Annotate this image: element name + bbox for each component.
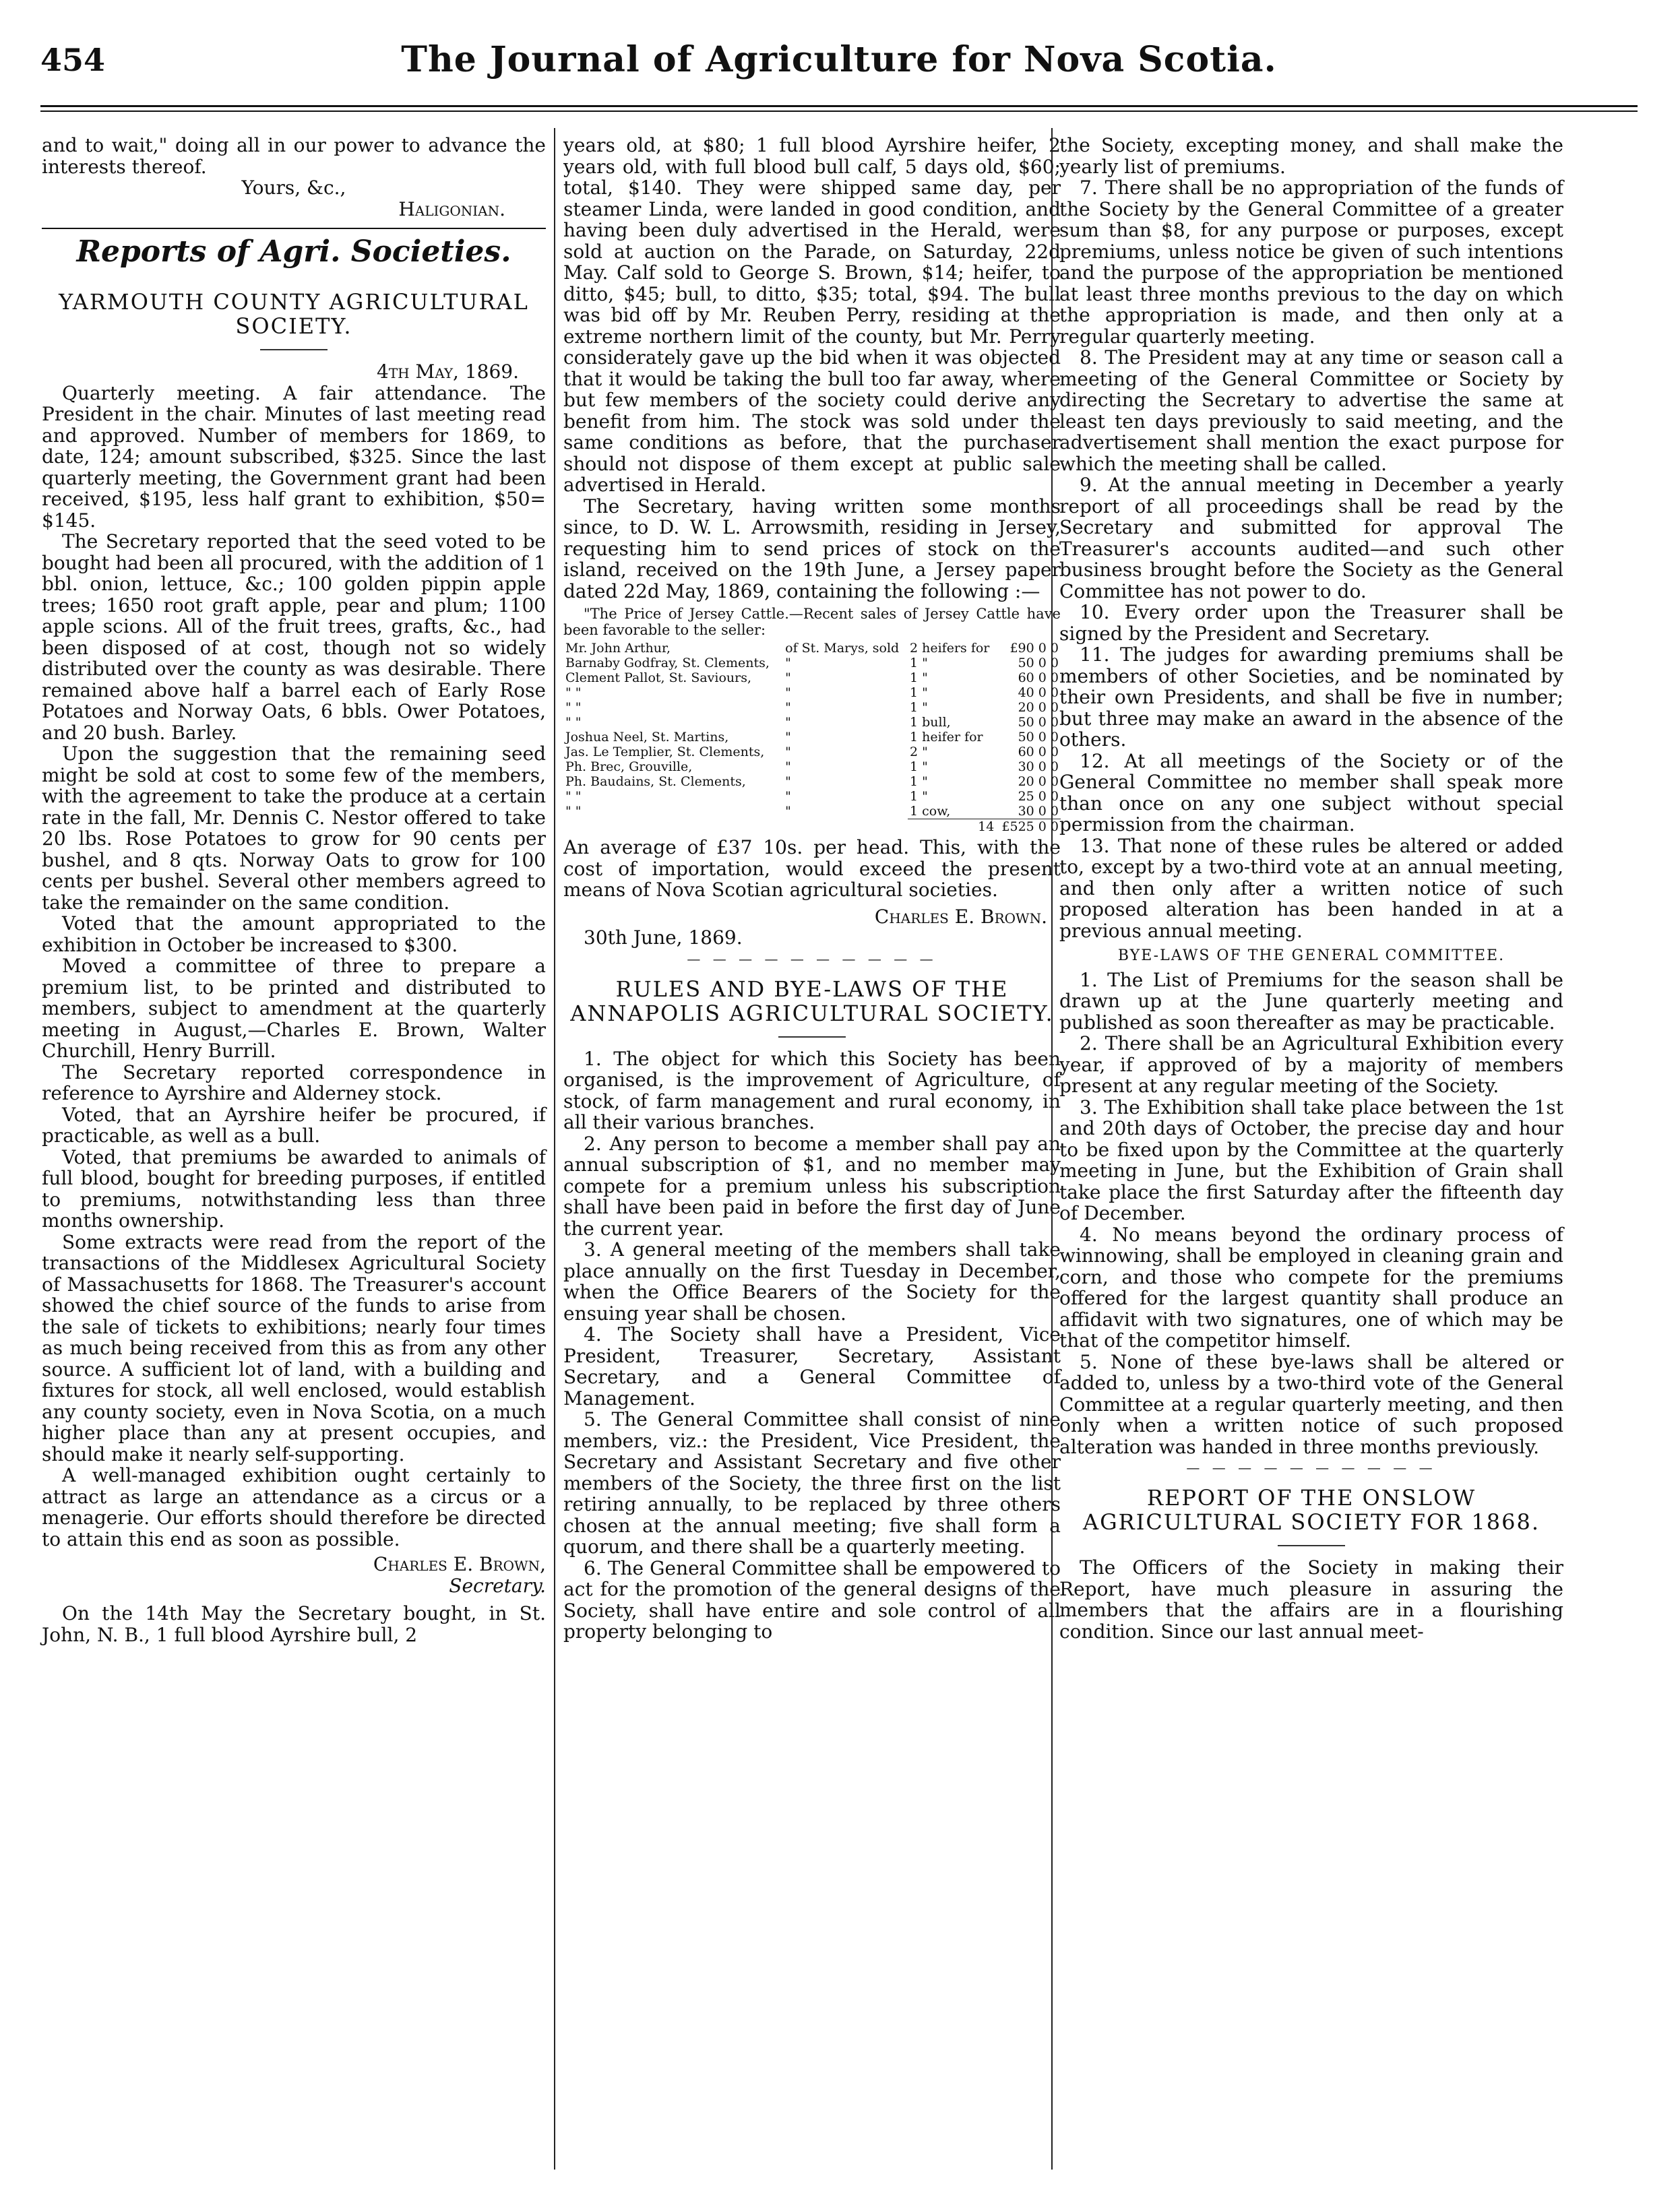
rule-item: 6. The General Committee shall be empowered to act for the promotion of the general designs of the Society, shall have entire and sole control of all property belonging to — [563, 1556, 1061, 1643]
rule-item: 5. The General Committee shall consist of nine members, viz.: the President, Vice President, the Secretary and Assistant Secretary and five other members of the Society, the three first on the list retiring annually, to be replaced by three others chosen at the annual meeting; five shall form a quorum, and there shall be a quarterly meeting. — [563, 1408, 1061, 1558]
sale-lot: 1 " — [910, 656, 928, 670]
seller-name: Joshua Neel, St. Martins, — [565, 730, 729, 745]
section-heading: Reports of Agri. Societies. — [76, 234, 511, 269]
rule-item: 8. The President may at any time or season call a meeting of the General Committee or Society by directing the Secretary to advertise the same at least ten days previously to said meeting, and the advertisement shall mention the exact purpose for which the meeting shall be called. — [1059, 346, 1563, 475]
letter-closing: Yours, &c., — [241, 177, 346, 199]
sale-verb: " — [785, 715, 791, 730]
sale-verb: " — [785, 774, 791, 789]
sale-lot: 1 bull, — [910, 715, 951, 730]
column-2 — [563, 135, 1061, 1643]
quote-intro: "The Price of Jersey Cattle.—Recent sales of Jersey Cattle have been favorable to the seller: — [563, 606, 1061, 638]
rule-item: 9. At the annual meeting in December a yearly report of all proceedings shall be read by the Secretary and submitted for approval The Treasurer's accounts audited—and such other business brought before the Society as the General Committee has not power to do. — [1059, 474, 1563, 602]
seller-name: " " — [565, 715, 582, 730]
quote-row — [563, 670, 1061, 685]
heading-rule — [778, 1036, 846, 1038]
seller-name: Jas. Le Templier, St. Clements, — [565, 745, 765, 759]
sale-lot: 2 heifers for — [910, 641, 990, 656]
quote-row — [563, 641, 1061, 656]
sale-lot: 1 " — [910, 685, 928, 700]
sale-verb: " — [785, 745, 791, 759]
paragraph: Voted, that premiums be awarded to animals of full blood, bought for breeding purposes, if entitled to premiums, notwithstanding less than three months ownership. — [42, 1145, 546, 1232]
quote-row — [563, 774, 1061, 789]
heading-rule — [260, 349, 328, 350]
sale-amount: 60 0 0 — [1018, 745, 1059, 759]
paragraph: Some extracts were read from the report of the transactions of the Middlesex Agricultural Society of Massachusetts for 1868. The Treasurer's account showed the chief source of the funds to arise from the sale of tickets to exhibitions; nearly four times as much being received from this as from any other source. A sufficient lot of land, with a building and fixtures for stock, all well enclosed, would establish any county society, even in Nova Scotia, on a much higher place than any at present occupies, and should make it nearly self-supporting. — [42, 1230, 546, 1465]
seller-name: Mr. John Arthur, — [565, 641, 671, 656]
seller-name: Ph. Baudains, St. Clements, — [565, 774, 746, 789]
sale-amount: 20 0 0 — [1018, 700, 1059, 715]
rule-item: 2. Any person to become a member shall pay an annual subscription of $1, and no member may compete for a premium unless his subscription shall have been paid in before the first day of June the current year. — [563, 1132, 1061, 1240]
page-header — [40, 34, 1638, 94]
seller-name: Ph. Brec, Grouville, — [565, 759, 693, 774]
paragraph: years old, at $80; 1 full blood Ayrshire heifer, 2 years old, with full blood bull calf, 5 days old, $60; total, $140. They were shipped same day, per steamer Linda, were landed in good condition, and having been duly advertised in the Herald, were sold at auction on the Parade, on Saturday, 22d May. Calf sold to George S. Brown, $14; heifer, to ditto, $45; bull, to ditto, $35; total, $94. The bull was bid off by Mr. Reuben Perry, residing at the extreme northern limit of the county, but Mr. Perry considerately gave up the bid when it was objected that it would be taking the bull too far away, where but few members of the society could derive any benefit from him. The stock was sold under the same conditions as before, that the purchaser should not dispose of them except at public sale advertised in Herald. — [563, 134, 1061, 496]
signer-title: Secretary. — [449, 1574, 546, 1597]
column-1 — [42, 135, 546, 1645]
paragraph: Upon the suggestion that the remaining seed might be sold at cost to some few of the members, with the agreement to take the produce at a certain rate in the fall, Mr. Dennis C. Nestor offered to take 20 lbs. Rose Potatoes to grow for 90 cents per bushel, and 8 qts. Norway Oats to grow for 100 cents per bushel. Several other members agreed to take the remainder on the same condition. — [42, 742, 546, 914]
sale-verb: of St. Marys, sold — [785, 641, 900, 656]
quote-row — [563, 685, 1061, 700]
rule-item: 13. That none of these rules be altered or added to, except by a two-third vote at an annual meeting, and then only after a written notice of such proposed alteration has been handed in at a previous annual meeting. — [1059, 834, 1563, 942]
sale-lot: 1 " — [910, 789, 928, 804]
sale-lot: 1 " — [910, 759, 928, 774]
quote-row — [563, 715, 1061, 730]
sale-verb: " — [785, 789, 791, 804]
rule-item: 11. The judges for awarding premiums shall be members of other Societies, and be nominated by their own Presidents, and shall be five in number; but three may make an award in the absence of the others. — [1059, 643, 1563, 751]
sale-amount: 40 0 0 — [1018, 685, 1059, 700]
signer-name: Charles E. Brown, — [373, 1553, 546, 1575]
quote-total-amount: £525 0 0 — [996, 819, 1061, 835]
rules-heading: RULES AND BYE-LAWS OF THE ANNAPOLIS AGRICULTURAL SOCIETY. — [570, 976, 1054, 1026]
paragraph: The Officers of the Society in making their Report, have much pleasure in assuring the members that the affairs are in a flourishing condition. Since our last annual meet- — [1059, 1556, 1563, 1643]
byelaw-item: 3. The Exhibition shall take place between the 1st and 20th days of October, the precise day and hour to be fixed upon by the Committee at the quarterly meeting in June, but the Exhibition of Grain shall take place the first Saturday after the fifteenth day of December. — [1059, 1096, 1563, 1224]
sale-lot: 1 " — [910, 774, 928, 789]
section-divider: — — — — — — — — — — — [1186, 1459, 1437, 1476]
sale-verb: " — [785, 685, 791, 700]
yarmouth-date: 4th May, 1869. — [377, 360, 519, 383]
seller-name: " " — [565, 685, 582, 700]
header-rule-top — [40, 105, 1638, 107]
quote-row — [563, 745, 1061, 759]
seller-name: Clement Pallot, St. Saviours, — [565, 670, 752, 685]
quote-row — [563, 804, 1061, 819]
quote-row — [563, 656, 1061, 670]
heading-rule — [1278, 1545, 1345, 1546]
sale-amount: 50 0 0 — [1018, 715, 1059, 730]
byelaw-item: 5. None of these bye-laws shall be altered or added to, unless by a two-third vote of the General Committee at a regular quarterly meeting, and then only when a written notice of such proposed alteration was handed in three months previously. — [1059, 1350, 1563, 1458]
paragraph: On the 14th May the Secretary bought, in St. John, N. B., 1 full blood Ayrshire bull, 2 — [42, 1602, 546, 1646]
byelaw-item: 4. No means beyond the ordinary process of winnowing, shall be employed in cleaning grain and corn, and those who compete for the premiums offered for the largest quantity shall produce an affidavit with two signatures, one of which may be that of the competitor himself. — [1059, 1223, 1563, 1352]
yarmouth-heading: YARMOUTH COUNTY AGRICULTURAL SOCIETY. — [59, 289, 529, 339]
paragraph: Voted that the amount appropriated to the exhibition in October be increased to $300. — [42, 912, 546, 956]
paragraph: An average of £37 10s. per head. This, with the cost of importation, would exceed the present means of Nova Scotian agricultural societies. — [563, 836, 1061, 901]
page-number: 454 — [40, 42, 106, 78]
quote-row — [563, 759, 1061, 774]
sale-lot: 2 " — [910, 745, 928, 759]
sale-amount: 30 0 0 — [1018, 759, 1059, 774]
section-divider: — — — — — — — — — — — [687, 950, 937, 967]
sale-amount: 30 0 0 — [1018, 804, 1059, 819]
letter-signature: Haligonian. — [398, 197, 505, 220]
byelaws-heading: BYE-LAWS OF THE GENERAL COMMITTEE. — [1117, 947, 1505, 964]
rule-item: 3. A general meeting of the members shall take place annually on the first Tuesday in December, when the Office Bearers of the Society for the ensuing year shall be chosen. — [563, 1238, 1061, 1325]
paragraph: A well-managed exhibition ought certainly to attract as large an attendance as a circus or a menagerie. Our efforts should therefore be directed to attain this end as soon as possible. — [42, 1464, 546, 1550]
byelaw-item: 2. There shall be an Agricultural Exhibition every year, if approved of by a majority of members present at any regular meeting of the Society. — [1059, 1032, 1563, 1097]
paragraph: Moved a committee of three to prepare a premium list, to be printed and distributed to members, subject to amendment at the quarterly meeting in August,—Charles E. Brown, Walter Churchill, Henry Burrill. — [42, 955, 546, 1062]
rule-item: the Society, excepting money, and shall make the yearly list of premiums. — [1059, 134, 1563, 178]
sale-verb: " — [785, 670, 791, 685]
quote-row — [563, 730, 1061, 745]
column-divider-1 — [554, 128, 555, 2170]
column-3 — [1059, 135, 1563, 1642]
rule-item: 10. Every order upon the Treasurer shall be signed by the President and Secretary. — [1059, 601, 1563, 645]
sale-amount: £90 0 0 — [1009, 641, 1059, 656]
lead-text: and to wait," doing all in our power to advance the interests thereof. — [42, 134, 546, 178]
byelaw-item: 1. The List of Premiums for the season shall be drawn up at the June quarterly meeting and published as soon thereafter as may be practicable. — [1059, 968, 1563, 1034]
sale-verb: " — [785, 730, 791, 745]
rule-item: 7. There shall be no appropriation of the funds of the Society by the General Committee of a greater sum than $8, for any purpose or purposes, except premiums, unless notice be given of such intentions and the purpose of the appropriation be mentioned at least three months previous to the day on which the appropriation is made, and then only at a regular quarterly meeting. — [1059, 177, 1563, 348]
sale-amount: 50 0 0 — [1018, 656, 1059, 670]
sale-verb: " — [785, 759, 791, 774]
rule-item: 1. The object for which this Society has been organised, is the improvement of Agriculture, of stock, of farm management and rural economy, in all their various branches. — [563, 1047, 1061, 1133]
paragraph: Quarterly meeting. A fair attendance. The President in the chair. Minutes of last meeting read and approved. Number of members for 1869, to date, 124; amount subscribed, $325. Since the last quarterly meeting, the Government grant had been received, $195, less half grant to exhibition, $50= $145. — [42, 381, 546, 532]
seller-name: " " — [565, 804, 582, 819]
sale-verb: " — [785, 700, 791, 715]
sale-lot: 1 " — [910, 700, 928, 715]
sale-amount: 20 0 0 — [1018, 774, 1059, 789]
header-rule-bottom — [40, 110, 1638, 112]
section-rule — [42, 228, 546, 229]
journal-title: The Journal of Agriculture for Nova Scotia. — [401, 39, 1277, 80]
sale-verb: " — [785, 656, 791, 670]
rule-item: 12. At all meetings of the Society or of the General Committee no member shall speak more than once on any one subject without special permission from the chairman. — [1059, 749, 1563, 835]
rule-item: 4. The Society shall have a President, Vice President, Treasurer, Secretary, Assistant Secretary, and a General Committee of Management. — [563, 1323, 1061, 1410]
paragraph: Voted, that an Ayrshire heifer be procured, if practicable, as well as a bull. — [42, 1103, 546, 1147]
sale-amount: 50 0 0 — [1018, 730, 1059, 745]
seller-name: " " — [565, 700, 582, 715]
sale-lot: 1 " — [910, 670, 928, 685]
quote-total-row — [563, 819, 1061, 835]
quote-row — [563, 789, 1061, 804]
seller-name: " " — [565, 789, 582, 804]
signer-name: Charles E. Brown. — [874, 905, 1047, 928]
jersey-sales-table — [563, 641, 1061, 834]
paragraph: The Secretary, having written some months since, to D. W. L. Arrowsmith, residing in Jersey, requesting him to send prices of stock on the island, received on the 19th June, a Jersey paper dated 22d May, 1869, containing the following :— — [563, 495, 1061, 602]
seller-name: Barnaby Godfray, St. Clements, — [565, 656, 770, 670]
onslow-heading: REPORT OF THE ONSLOW AGRICULTURAL SOCIETY FOR 1868. — [1082, 1485, 1541, 1535]
paragraph: The Secretary reported correspondence in reference to Ayrshire and Alderney stock. — [42, 1061, 546, 1104]
dateline: 30th June, 1869. — [584, 926, 743, 949]
sale-verb: " — [785, 804, 791, 819]
paragraph: The Secretary reported that the seed voted to be bought had been all procured, with the addition of 1 bbl. onion, lettuce, &c.; 100 golden pippin apple trees; 1650 root graft apple, pear and plum; 1100 apple scions. All of the fruit trees, grafts, &c., had been disposed of at cost, though not so widely distributed over the county as was desirable. There remained above half a barrel each of Early Rose Potatoes and Norway Oats, 6 bbls. Ower Potatoes, and 20 bush. Barley. — [42, 530, 546, 744]
sale-amount: 25 0 0 — [1018, 789, 1059, 804]
quote-total-count: 14 — [908, 819, 996, 835]
sale-amount: 60 0 0 — [1018, 670, 1059, 685]
sale-lot: 1 heifer for — [910, 730, 983, 745]
quote-row — [563, 700, 1061, 715]
sale-lot: 1 cow, — [910, 804, 951, 819]
